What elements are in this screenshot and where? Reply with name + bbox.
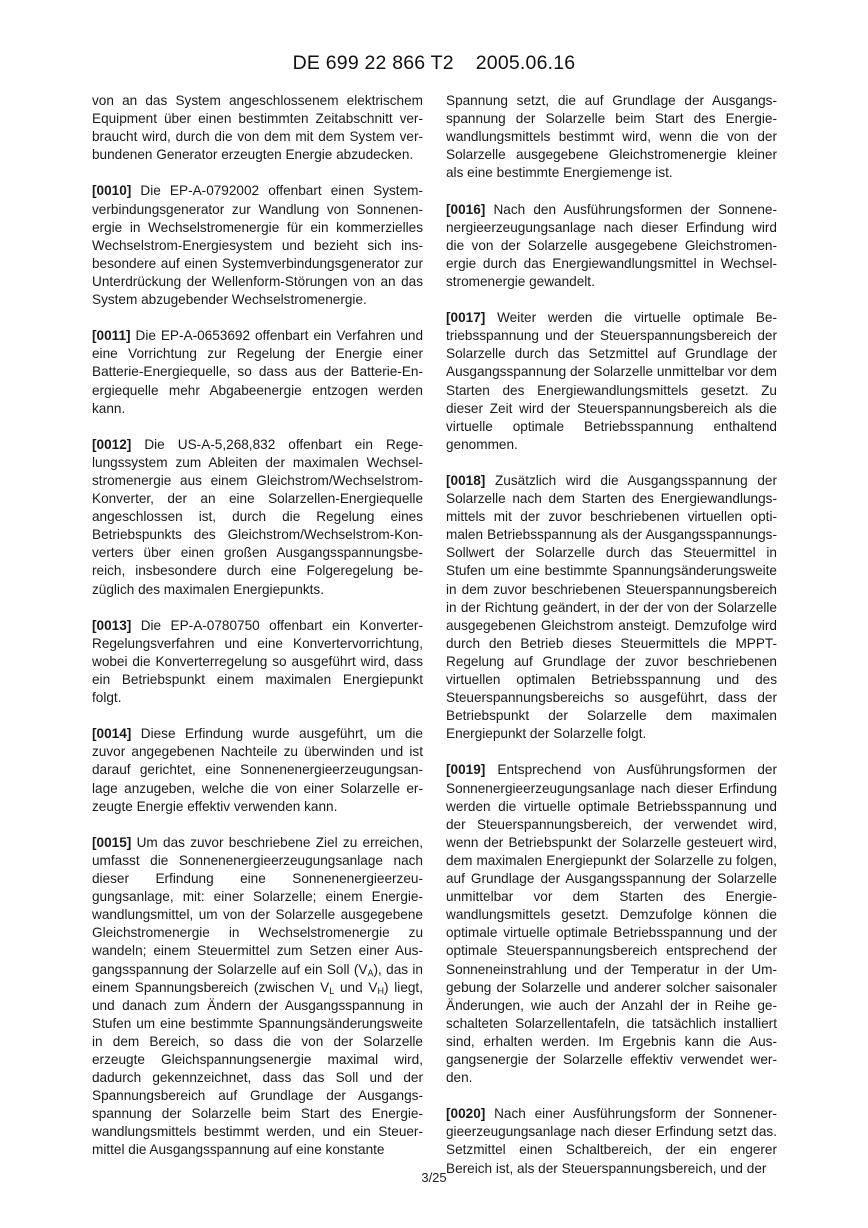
paragraph-number: [0015] — [92, 834, 132, 850]
paragraph-number: [0020] — [446, 1106, 486, 1122]
paragraph-text: und V — [334, 979, 378, 995]
paragraph-text: Entsprechend von Ausführungsformen der Sonnenergieerzeugungsanlage nach dieser Erfindung werden die virtuelle optimale Betriebsspannung und der Steuerspannungsbereich, der verwendet wird, wenn der Betriebspunkt der Solarzelle gesteuert wird, dem maximalen Energiepunkt der Solarzelle zu folgen, auf Grundlage der Ausgangsspannung der Solarzelle unmittelbar vor dem Starten des Energiewandlungsmittels gesetzt. Demzufolge können die optimale virtuelle optimale Betriebsspannung und der optimale Steuerspannungsbereich entsprechend der Sonneneinstrahlung und der Temperatur in der Umgebung der Solarzelle und anderer solcher saisonaler Änderungen, wie auch der Anzahl der in Reihe geschalteten Solarzellentafeln, die tatsächlich installiert sind, erhalten werden. Im Ergebnis kann die Ausgangsenergie der Solarzelle effektiv verwendet werden. — [446, 762, 777, 1086]
continuation-paragraph — [92, 92, 423, 164]
paragraph-0019 — [446, 761, 777, 1087]
right-column — [446, 92, 777, 1196]
paragraph-text: Die EP-A-0792002 offenbart einen Systemverbindungsgenerator zur Wandlung von Sonnenenergie in Wechselstromenergie für ein kommerzielles Wechselstrom-Energiesystem und bezieht sich insbesondere auf einen Systemverbindungsgenerator zur Unterdrückung der Wellenform-Störungen von an das System abzugebender Wechselstromenergie. — [92, 183, 423, 308]
paragraph-number: [0012] — [92, 436, 132, 452]
paragraph-0017 — [446, 309, 777, 454]
paragraph-number: [0013] — [92, 617, 132, 633]
paragraph-text: ) liegt, und danach zum Ändern der Ausgangsspannung in Stufen um eine bestimmte Spannungsänderungsweite in dem Bereich, so dass die von der Solarzelle erzeugte Gleichspannungsenergie maximal wird, dadurch gekennzeichnet, dass das Soll und der Spannungsbereich auf Grundlage der Ausgangsspannung der Solarzelle beim Start des Energiewandlungsmittels bestimmt werden, und ein Steuermittel die Ausgangsspannung auf eine konstante — [92, 979, 423, 1158]
paragraph-number: [0014] — [92, 726, 132, 742]
paragraph-text: Die US-A-5,268,832 offenbart ein Regelungssystem zum Ableiten der maximalen Wechselstromenergie aus einem Gleichstrom/Wechselstrom-Konverter, der an eine Solarzellen-Energiequelle angeschlossen ist, durch die Regelung eines Betriebspunkts des Gleichstrom/Wechselstrom-Konverters über einen großen Ausgangsspannungsbereich, insbesondere durch eine Folgeregelung bezüglich des maximalen Energiepunkts. — [92, 436, 423, 597]
paragraph-number: [0011] — [92, 328, 131, 344]
paragraph-0011 — [92, 327, 423, 417]
paragraph-0010 — [92, 182, 423, 309]
paragraph-text: von an das System angeschlossenem elektrischem Equipment über einen bestimmten Zeitabschnitt verbraucht wird, durch die von dem mit dem System verbundenen Generator erzeugten Energie abzudecken. — [92, 93, 423, 163]
paragraph-number: [0019] — [446, 762, 486, 778]
paragraph-text: ), das in einem Spannungsbereich (zwischen V — [92, 961, 423, 995]
page-header — [0, 52, 868, 75]
paragraph-0014 — [92, 725, 423, 815]
page-number: 3/25 — [421, 1170, 447, 1185]
left-column — [92, 92, 423, 1178]
paragraph-text: Die EP-A-0780750 offenbart ein Konverter-Regelungsverfahren und eine Konvertervorrichtung, wobei die Konverterregelung so ausgeführt wird, dass ein Betriebspunkt einem maximalen Energiepunkt folgt. — [92, 617, 423, 706]
paragraph-number: [0018] — [446, 472, 486, 488]
paragraph-text: Die EP-A-0653692 offenbart ein Verfahren und eine Vorrichtung zur Regelung der Energie einer Batterie-Energiequelle, so dass aus der Batterie-Energiequelle mehr Abgabeenergie entzogen werden kann. — [92, 328, 423, 416]
paragraph-number: [0016] — [446, 201, 486, 217]
paragraph-text: Diese Erfindung wurde ausgeführt, um die zuvor angegebenen Nachteile zu überwinden und ist darauf gerichtet, eine Sonnenenergieerzeugungsanlage anzugeben, welche die von einer Solarzelle erzeugte Energie effektiv verwenden kann. — [92, 726, 423, 814]
subscript: A — [367, 967, 374, 978]
subscript: L — [329, 985, 335, 996]
paragraph-text: Spannung setzt, die auf Grundlage der Ausgangsspannung der Solarzelle beim Start des Energiewandlungsmittels bestimmt wird, wenn die von der Solarzelle ausgegebene Gleichstromenergie kleiner als eine bestimmte Energiemenge ist. — [446, 93, 777, 181]
paragraph-number: [0010] — [92, 183, 132, 199]
document-number: DE 699 22 866 T2 — [292, 52, 454, 74]
publication-date: 2005.06.16 — [475, 52, 576, 74]
paragraph-text: Zusätzlich wird die Ausgangsspannung der Solarzelle nach dem Starten des Energiewandlungsmittels mit der zuvor beschriebenen virtuellen optimalen Betriebsspannung als der Ausgangsspannungs-Sollwert der Solarzelle durch das Steuermittel in Stufen um eine bestimmte Spannungsänderungsweite in dem zuvor beschriebenen Steuerspannungsbereich in der Richtung geändert, in der der von der Solarzelle ausgegebenen Gleichstrom ansteigt. Demzufolge wird durch den Betrieb dieses Steuermittels die MPPT-Regelung auf Grundlage der zuvor beschriebenen virtuellen optimalen Betriebsspannung und des Steuerspannungsbereichs so ausgeführt, dass der Betriebspunkt der Solarzelle dem maximalen Energiepunkt der Solarzelle folgt. — [446, 472, 777, 742]
paragraph-0012 — [92, 436, 423, 599]
paragraph-text: Weiter werden die virtuelle optimale Betriebsspannung und der Steuerspannungsbereich der Solarzelle durch das Setzmittel auf Grundlage der Ausgangsspannung der Solarzelle unmittelbar vor dem Starten des Energiewandlungsmittels gesetzt. Zu dieser Zeit wird der Steuerspannungsbereich als die virtuelle optimale Betriebsspannung enthaltend genommen. — [446, 310, 777, 452]
paragraph-text: Nach den Ausführungsformen der Sonnenenergieerzeugungsanlage nach dieser Erfindung wird die von der Solarzelle ausgegebene Gleichstromenergie durch das Energiewandlungsmittel in Wechselstromenergie gewandelt. — [446, 201, 778, 289]
paragraph-0015 — [92, 834, 423, 1160]
subscript: H — [377, 985, 384, 996]
continuation-paragraph — [446, 92, 777, 182]
paragraph-0013 — [92, 617, 423, 707]
paragraph-text: Nach einer Ausführungsform der Sonnenergieerzeugungsanlage nach dieser Erfindung setzt das. Setzmittel einen Schaltbereich, der ein engerer Bereich ist, als der Steuerspannungsbereich, und der — [446, 1106, 778, 1176]
paragraph-text: Um das zuvor beschriebene Ziel zu erreichen, umfasst die Sonnenenergieerzeugungsanlage nach dieser Erfindung eine Sonnenenergieerzeugungsanlage, mit: einer Solarzelle; einem Energiewandlungsmittel, um von der Solarzelle ausgegebene Gleichstromenergie in Wechselstromenergie zu wandeln; einem Steuermittel zum Setzen einer Ausgangsspannung der Solarzelle auf ein Soll (V — [92, 834, 423, 977]
paragraph-number: [0017] — [446, 310, 486, 326]
paragraph-0018 — [446, 472, 777, 743]
paragraph-0016 — [446, 201, 777, 291]
paragraph-0020 — [446, 1105, 777, 1177]
